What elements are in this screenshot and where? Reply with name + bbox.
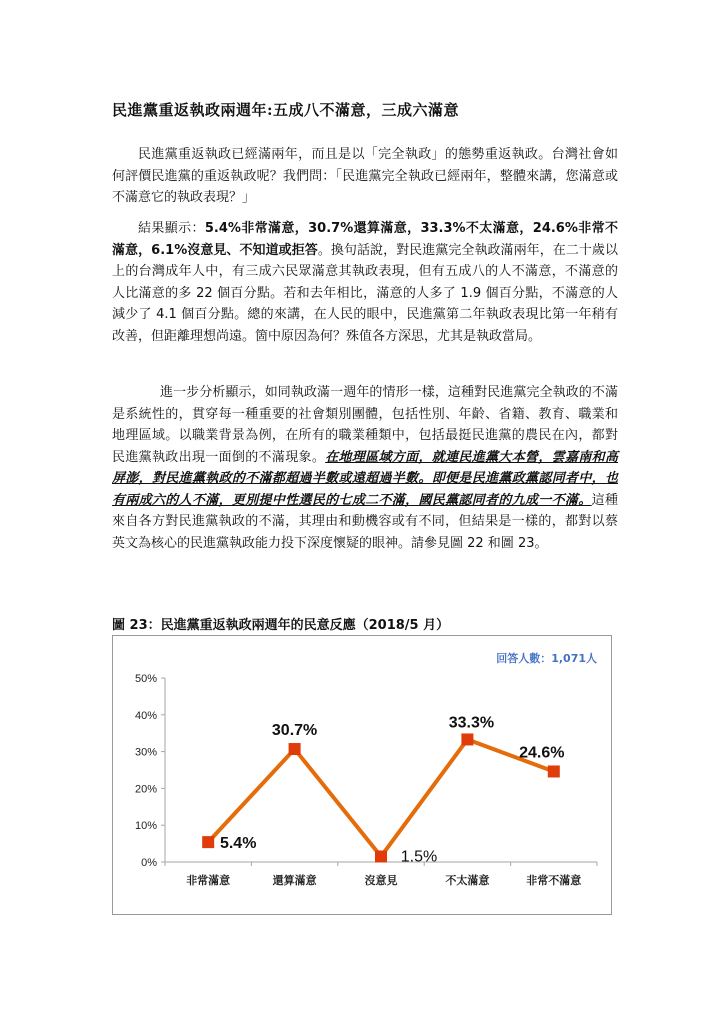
paragraph-2-lead: 結果顯示： — [138, 221, 205, 236]
article-title: 民進黨重返執政兩週年:五成八不滿意，三成六滿意 — [112, 101, 460, 119]
data-point-marker — [202, 836, 214, 848]
paragraph-3-text: 這種來自各方對民進黨執政的不滿，其理由和動機容或有不同，但結果是一樣的，都對以蔡英文為核心的民進黨執政能力投下深度懷疑的眼神。請參見圖 22 和圖 23。 — [112, 492, 618, 551]
data-point-marker — [375, 850, 387, 862]
line-chart — [113, 636, 611, 914]
data-label: 24.6% — [519, 744, 565, 762]
y-tick-label: 40% — [134, 709, 157, 722]
x-tick-label: 非常滿意 — [186, 874, 231, 887]
respondent-count-annotation: 回答人數：1,071人 — [496, 652, 597, 665]
series-line — [208, 739, 554, 856]
y-tick-label: 10% — [134, 820, 157, 833]
figure-title: 圖 23：民進黨重返執政兩週年的民意反應（2018/5 月） — [112, 618, 450, 633]
paragraph-1-text: 民進黨重返執政已經滿兩年，而且是以「完全執政」的態勢重返執政。台灣社會如何評價民進黨的重返執政呢？我們問：「民進黨完全執政已經兩年，整體來講，您滿意或不滿意它的執政表現？」 — [112, 147, 618, 205]
paragraph-1 — [112, 144, 618, 209]
paragraph-3-emphasis: 在地理區域方面，就連民進黨大本營，雲嘉南和高屏澎，對民進黨執政的不滿都超過半數或遠超過半數。即便是民進黨政黨認同者中，也有兩成六的人不滿，更別提中性選民的七成二不滿，國民黨認同者的九成一不滿。 — [112, 449, 618, 508]
data-label: 33.3% — [448, 714, 495, 732]
x-tick-label: 還算滿意 — [272, 874, 317, 887]
data-point-marker — [289, 743, 301, 755]
data-label: 1.5% — [400, 848, 438, 866]
data-label: 30.7% — [271, 722, 318, 740]
y-tick-label: 50% — [134, 673, 157, 685]
y-tick-label: 20% — [134, 783, 157, 796]
paragraph-2-text: 。換句話說，對民進黨完全執政滿兩年，在二十歲以上的台灣成年人中，有三成六民眾滿意其執政表現，但有五成八的人不滿意，不滿意的人比滿意的多 22 個百分點。若和去年相比，滿意的人多了 1.9 個百分點，不滿意的人減少了 4.1 個百分點。總的來講，在人民的眼中，民進黨第二年執政表現比第一年稍有改善，但距離理想尚遠。箇中原因為何？殊值各方深思，尤其是執政當局。 — [112, 242, 618, 344]
y-tick-label: 30% — [134, 746, 157, 759]
data-label: 5.4% — [219, 835, 257, 853]
x-tick-label: 不太滿意 — [445, 874, 490, 887]
data-point-marker — [461, 733, 473, 745]
paragraph-3 — [112, 382, 618, 554]
paragraph-3-lead: 進一步分析顯示，如同執政滿一週年的情形一樣，這種對民進黨完全執政的不滿是系統性的，貫穿每一種重要的社會類別團體，包括性別、年齡、省籍、教育、職業和地理區域。以職業背景為例，在所有的職業種類中，包括最挺民進黨的農民在內，都對民進黨執政出現一面倒的不滿現象。 — [112, 385, 618, 465]
x-tick-label: 非常不滿意 — [526, 874, 582, 887]
y-tick-label: 0% — [141, 857, 157, 869]
paragraph-2-results: 5.4%非常滿意，30.7%還算滿意，33.3%不太滿意，24.6%非常不滿意，6.1%沒意見、不知道或拒答 — [112, 221, 618, 258]
chart-frame — [112, 635, 612, 915]
paragraph-2 — [112, 218, 618, 347]
x-tick-label: 沒意見 — [364, 874, 398, 887]
data-point-marker — [548, 765, 560, 777]
